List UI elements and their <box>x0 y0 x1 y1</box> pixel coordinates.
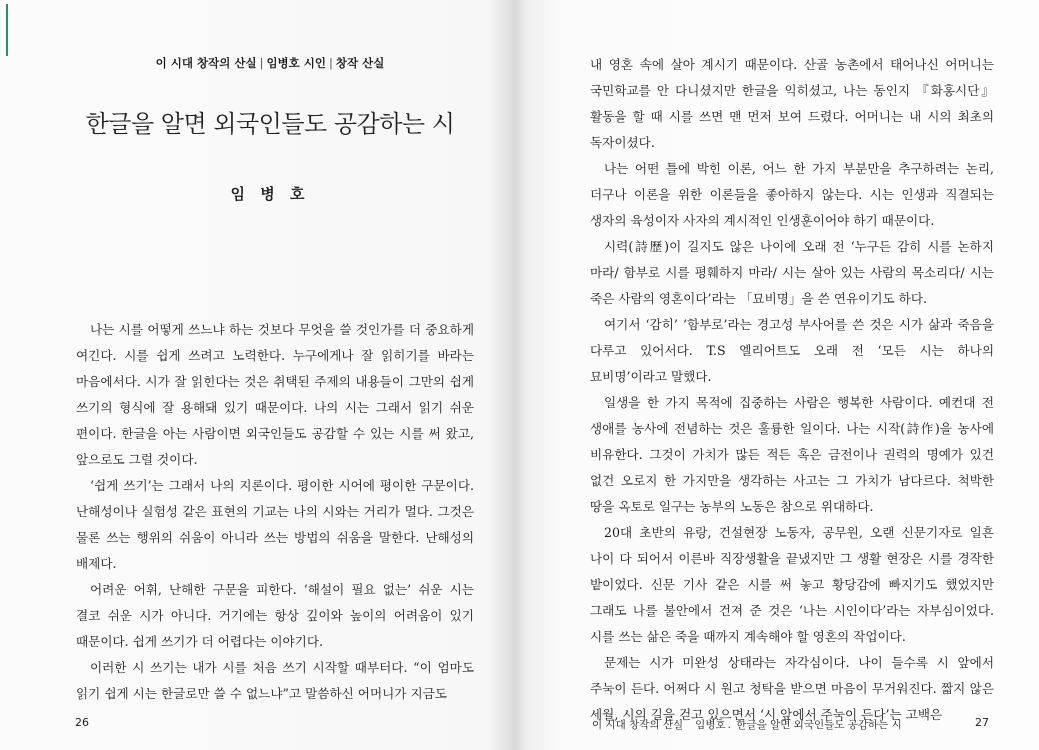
running-head-series: 이 시대 창작의 산실 <box>592 719 684 731</box>
page-number: 27 <box>975 716 989 729</box>
right-page <box>520 0 1039 750</box>
left-page <box>0 0 519 750</box>
left-body-text <box>76 317 474 707</box>
article-title: 한글을 알면 외국인들도 공감하는 시 <box>85 110 455 138</box>
running-head-title: 한글을 알면 외국인들도 공감하는 시 <box>736 719 902 731</box>
header-separator: | <box>329 56 333 70</box>
paragraph: 이러한 시 쓰기는 내가 시를 처음 쓰기 시작할 때부터다. “이 엄마도 읽기 쉽게 시는 한글로만 쓸 수 없느냐”고 말씀하신 어머니가 지금도 <box>76 660 474 701</box>
paragraph: 나는 어떤 틀에 박힌 이론, 어느 한 가지 부분만을 추구하려는 논리, 더구나 이론을 위한 이론들을 좋아하지 않는다. 시는 인생과 직결되는 생자의 육성이자 사자의 계시적인 인생훈이어야 하기 때문이다. <box>590 161 994 228</box>
page-edge-mark <box>6 4 8 56</box>
paragraph: 일생을 한 가지 목적에 집중하는 사람은 행복한 사람이다. 예컨대 전 생애를 농사에 전념하는 것은 훌륭한 일이다. 나는 시작(詩作)을 농사에 비유한다. 그것이 가치가 많든 적든 혹은 금전이나 권력의 명예가 있건 없건 오로지 한 가지만을 생각하는 사고는 그 가치가 남다르다. 척박한 땅을 옥토로 일구는 농부의 노동은 참으로 위대하다. <box>590 395 994 514</box>
running-head-author: 임병호 <box>695 719 726 731</box>
series-name: 이 시대 창작의 산실 <box>155 56 257 70</box>
right-body-text <box>590 52 994 728</box>
paragraph: 문제는 시가 미완성 상태라는 자각심이다. 나이 들수록 시 앞에서 주눅이 든다. 어쩌다 시 원고 청탁을 받으면 마음이 무거워진다. 짧지 않은 세월, 시의 길을 걷고 있으면서 ‘시 앞에서 주눅이 든다’는 고백은 <box>590 655 994 722</box>
paragraph: 내 영혼 속에 살아 계시기 때문이다. 산골 농촌에서 태어나신 어머니는 국민학교를 안 다니셨지만 한글을 익히셨고, 나는 동인지 『화홍시단』 활동을 할 때 시를 쓰면 맨 먼저 보여 드렸다. 어머니는 내 시의 최초의 독자이셨다. <box>590 57 994 150</box>
series-author: 임병호 시인 <box>266 56 326 70</box>
paragraph: ‘쉽게 쓰기’는 그래서 나의 지론이다. 평이한 시어에 평이한 구문이다. 난해성이나 실험성 같은 표현의 기교는 나의 시와는 거리가 멀다. 그것은 물론 쓰는 행위의 쉬움이 아니라 쓰는 방법의 쉬움을 말한다. 난해성의 배제다. <box>76 478 474 571</box>
paragraph: 20대 초반의 유랑, 건설현장 노동자, 공무원, 오랜 신문기자로 일흔 나이 다 되어서 이른바 직장생활을 끝냈지만 그 생활 현장은 시를 경작한 밭이었다. 신문 기사 같은 시를 써 놓고 황당감에 빠지기도 했었지만 그래도 나를 불안에서 건져 준 것은 ‘나는 시인이다’라는 자부심이었다. 시를 쓰는 삶은 죽을 때까지 계속해야 할 영혼의 작업이다. <box>590 525 994 644</box>
paragraph: 시력(詩歷)이 길지도 않은 나이에 오래 전 ‘누구든 감히 시를 논하지 마라/ 함부로 시를 평훼하지 마라/ 시는 살아 있는 사람의 목소리다/ 시는 죽은 사람의 영혼이다’라는 「묘비명」을 쓴 연유이기도 하다. <box>590 239 994 306</box>
series-header <box>60 55 480 71</box>
article-author: 임 병 호 <box>230 185 310 203</box>
paragraph: 나는 시를 어떻게 쓰느냐 하는 것보다 무엇을 쓸 것인가를 더 중요하게 여긴다. 시를 쉽게 쓰려고 노력한다. 누구에게나 잘 읽히기를 바라는 마음에서다. 시가 잘 읽힌다는 것은 취택된 주제의 내용들이 그만의 쉽게 쓰기의 형식에 잘 용해돼 있기 때문이다. 나의 시는 그래서 읽기 쉬운 편이다. 한글을 아는 사람이면 외국인들도 공감할 수 있는 시를 써 왔고, 앞으로도 그럴 것이다. <box>76 322 474 467</box>
paragraph: 여기서 ‘감히’ ‘함부로’라는 경고성 부사어를 쓴 것은 시가 삶과 죽음을 다루고 있어서다. T.S 엘리어트도 오래 전 ‘모든 시는 하나의 묘비명’이라고 말했다. <box>590 317 994 384</box>
series-section: 창작 산실 <box>335 56 385 70</box>
header-separator: | <box>259 56 264 70</box>
page-number: 26 <box>75 716 89 729</box>
running-head: 이 시대 창작의 산실 임병호 . 한글을 알면 외국인들도 공감하는 시 <box>592 719 902 731</box>
paragraph: 어려운 어휘, 난해한 구문을 피한다. ‘해설이 필요 없는’ 쉬운 시는 결코 쉬운 시가 아니다. 거기에는 항상 깊이와 높이의 어려움이 있기 때문이다. 쉽게 쓰기가 더 어렵다는 이야기다. <box>76 582 474 649</box>
